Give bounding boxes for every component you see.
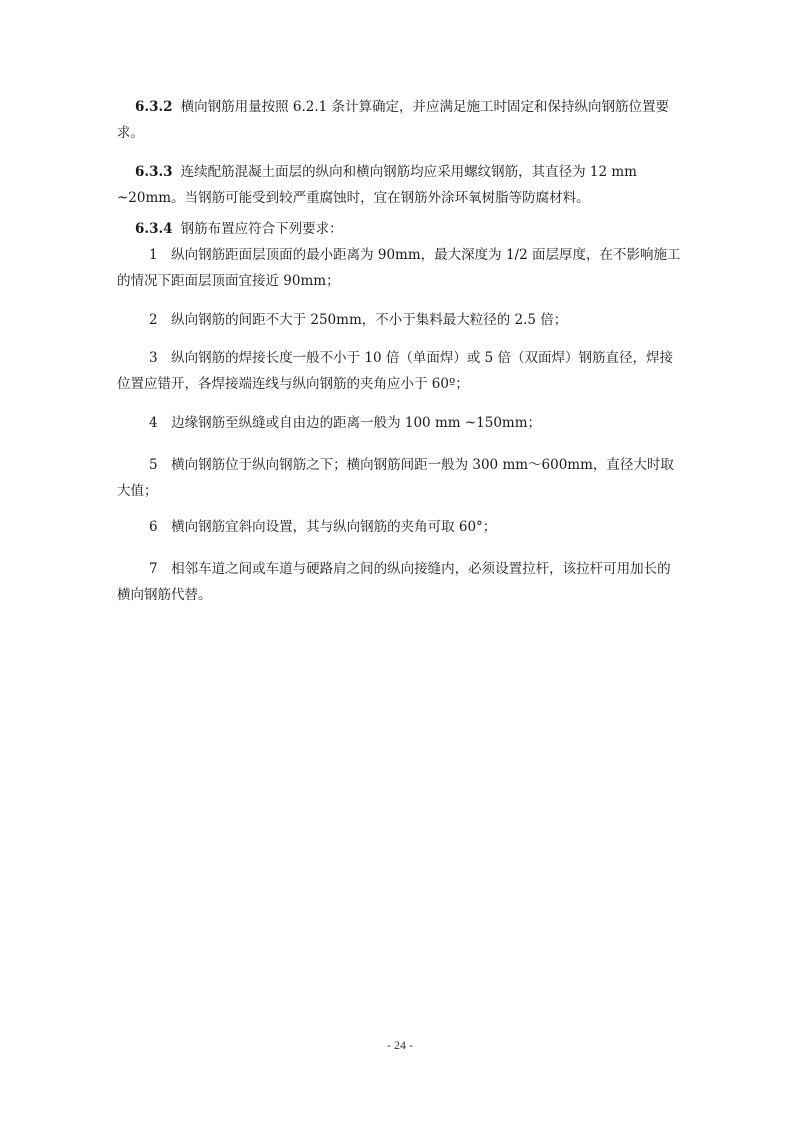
section-number: 6.3.4 (135, 221, 173, 237)
section-number: 6.3.2 (135, 99, 173, 115)
section-6-3-4 (117, 216, 683, 242)
list-item-7: 7 相邻车道之间或车道与硬路肩之间的纵向接缝内，必须设置拉杆，该拉杆可用加长的横向钢筋代替。 (117, 561, 671, 603)
section-number: 6.3.3 (135, 164, 173, 180)
section-text: 连续配筋混凝土面层的纵向和横向钢筋均应采用螺纹钢筋，其直径为 12 mm ~20mm。当钢筋可能受到较严重腐蚀时，宜在钢筋外涂环氧树脂等防腐材料。 (117, 164, 637, 206)
page-number: - 24 - (387, 1038, 413, 1052)
section-text: 横向钢筋用量按照 6.2.1 条计算确定，并应满足施工时固定和保持纵向钢筋位置要求。 (117, 99, 670, 141)
list-item-2: 2 纵向钢筋的间距不大于 250mm，不小于集料最大粒径的 2.5 倍； (149, 312, 568, 328)
list-item-3: 3 纵向钢筋的焊接长度一般不小于 10 倍（单面焊）或 5 倍（双面焊）钢筋直径，焊接位置应错开，各焊接端连线与纵向钢筋的夹角应小于 60º； (117, 350, 674, 392)
list-item-4: 4 边缘钢筋至纵缝或自由边的距离一般为 100 mm ~150mm； (149, 415, 542, 431)
section-text: 钢筋布置应符合下列要求： (180, 221, 343, 237)
list-item-1: 1 纵向钢筋距面层顶面的最小距离为 90mm，最大深度为 1/2 面层厚度，在不影响施工的情况下距面层顶面宜接近 90mm； (117, 247, 681, 289)
section-6-3-2 (117, 94, 683, 146)
list-item-5: 5 横向钢筋位于纵向钢筋之下；横向钢筋间距一般为 300 mm～600mm，直径大时取大值； (117, 457, 674, 499)
section-6-3-3 (117, 159, 683, 211)
list-item-6: 6 横向钢筋宜斜向设置，其与纵向钢筋的夹角可取 60°； (149, 519, 497, 535)
